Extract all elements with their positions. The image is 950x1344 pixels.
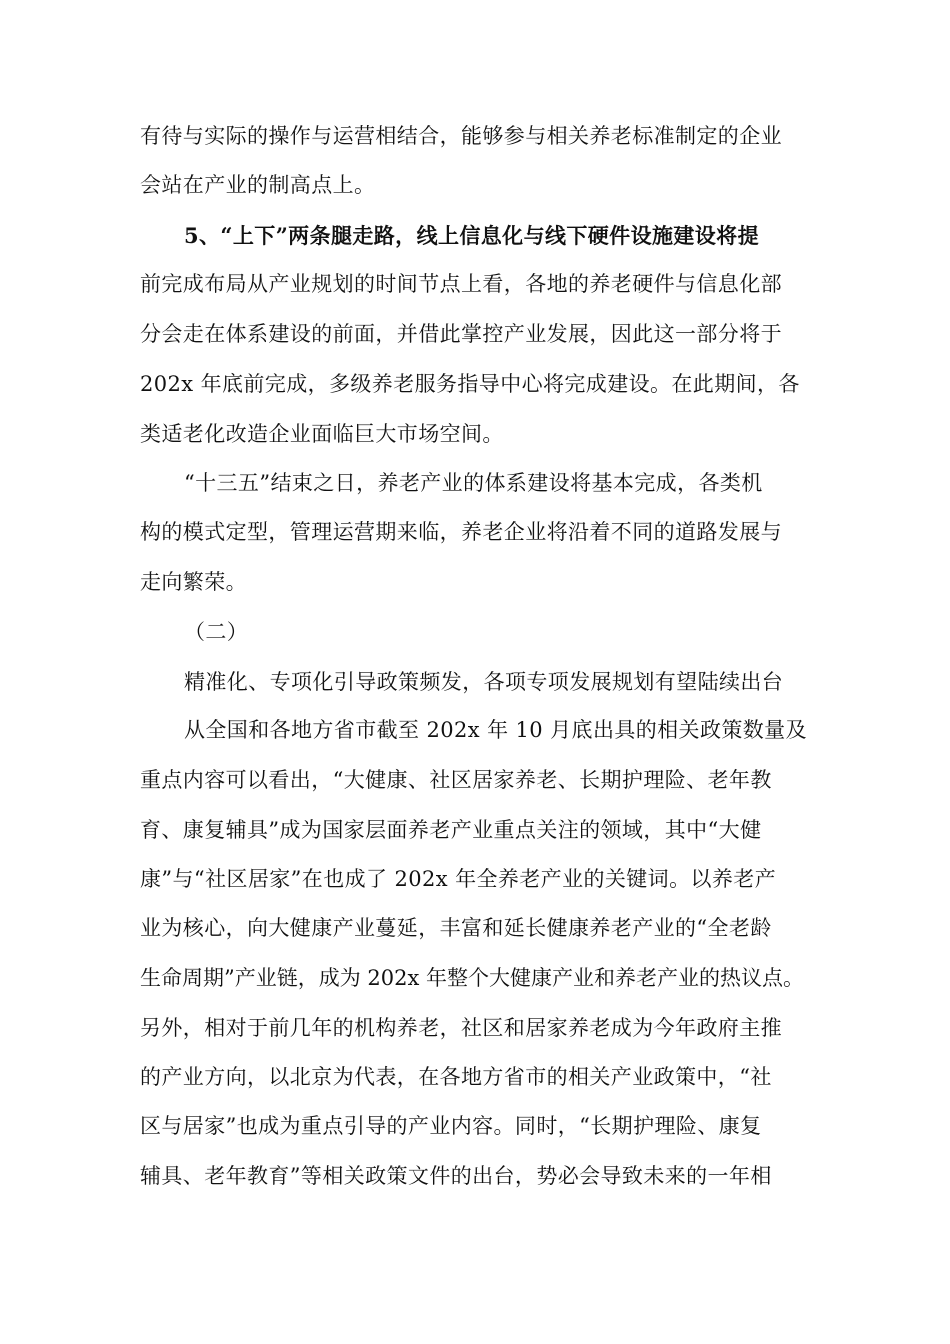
- text-line: 前完成布局从产业规划的时间节点上看，各地的养老硬件与信息化部: [140, 272, 782, 296]
- text-line: 另外，相对于前几年的机构养老，社区和居家养老成为今年政府主推: [140, 1016, 782, 1040]
- text-line: 202x 年底前完成，多级养老服务指导中心将完成建设。在此期间，各: [140, 372, 800, 396]
- text-line: 构的模式定型，管理运营期来临，养老企业将沿着不同的道路发展与: [140, 520, 782, 544]
- text-line: “十三五”结束之日，养老产业的体系建设将基本完成，各类机: [184, 471, 763, 495]
- text-line: 业为核心，向大健康产业蔓延，丰富和延长健康养老产业的“全老龄: [140, 916, 772, 940]
- text-line: 有待与实际的操作与运营相结合，能够参与相关养老标准制定的企业: [140, 124, 782, 148]
- section-heading-2: （二）: [184, 620, 249, 644]
- section-heading-5: 5、“上下”两条腿走路，线上信息化与线下硬件设施建设将提: [184, 223, 759, 248]
- text-line: 走向繁荣。: [140, 570, 247, 594]
- text-line: 辅具、老年教育”等相关政策文件的出台，势必会导致未来的一年相: [140, 1164, 772, 1188]
- text-line: 类适老化改造企业面临巨大市场空间。: [140, 422, 504, 446]
- text-line: 从全国和各地方省市截至 202x 年 10 月底出具的相关政策数量及: [184, 718, 807, 742]
- text-line: 的产业方向，以北京为代表，在各地方省市的相关产业政策中，“社: [140, 1065, 772, 1089]
- text-line: 康”与“社区居家”在也成了 202x 年全养老产业的关键词。以养老产: [140, 867, 777, 891]
- text-line: 区与居家”也成为重点引导的产业内容。同时，“长期护理险、康复: [140, 1114, 762, 1138]
- text-line: 生命周期”产业链，成为 202x 年整个大健康产业和养老产业的热议点。: [140, 966, 805, 990]
- section-title: 精准化、专项化引导政策频发，各项专项发展规划有望陆续出台: [184, 670, 784, 694]
- text-line: 重点内容可以看出，“大健康、社区居家养老、长期护理险、老年教: [140, 768, 772, 792]
- text-line: 育、康复辅具”成为国家层面养老产业重点关注的领域，其中“大健: [140, 818, 762, 842]
- text-line: 会站在产业的制高点上。: [140, 173, 376, 197]
- text-line: 分会走在体系建设的前面，并借此掌控产业发展，因此这一部分将于: [140, 322, 782, 346]
